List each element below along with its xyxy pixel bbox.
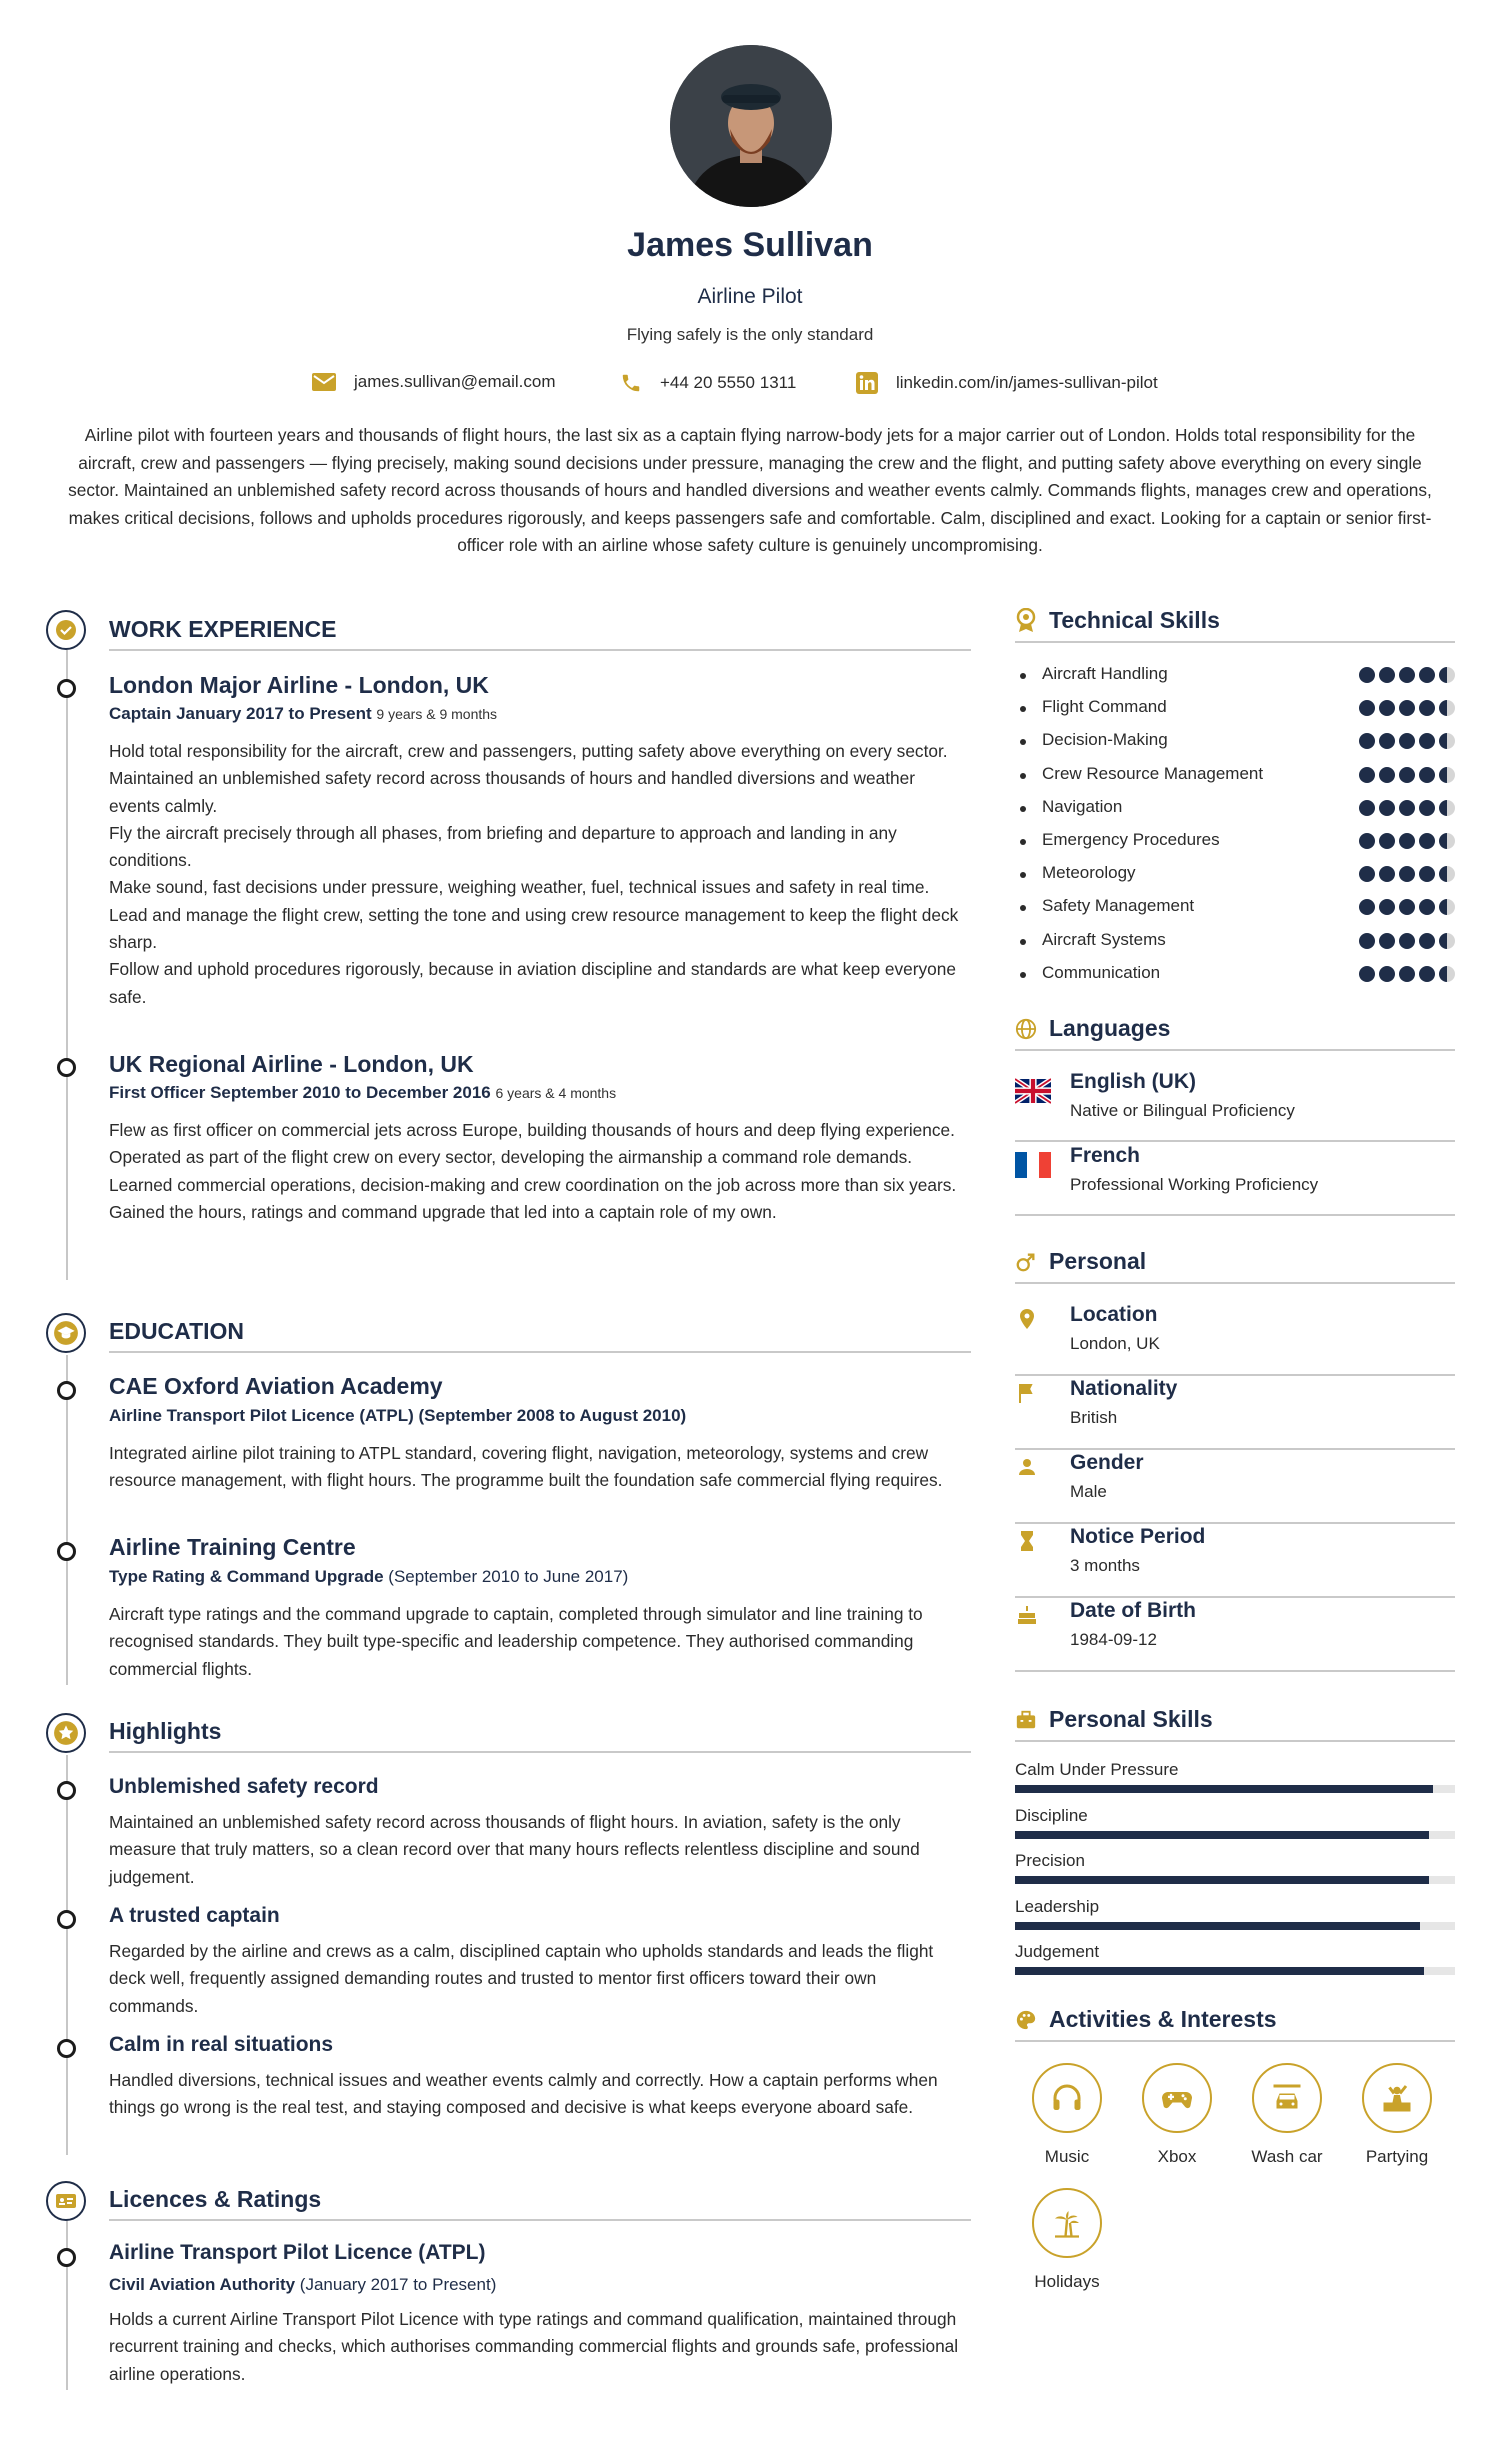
activity-badge [1032,2063,1102,2133]
personal-item-nationality [1015,1377,1455,1450]
timeline-dot [57,2248,76,2267]
language-level: Native or Bilingual Proficiency [1070,1101,1295,1120]
activity-item [1242,2063,1332,2167]
skill-rating [1355,866,1455,882]
job-bullet: Learned commercial operations, decision-making and crew coordination on the job across more than six years. [109,1174,957,1195]
highlight-title: A trusted captain [109,1904,280,1927]
skill-rating [1355,767,1455,783]
job-bullet: Maintained an unblemished safety record across thousands of hours and handled diversions and weather events calmly. [109,768,915,816]
graduation-cap-icon [53,1320,79,1346]
technical-skills-title: Technical Skills [1049,607,1220,633]
personal-skill-row [1015,1897,1455,1937]
technical-skill-name: Navigation [1042,796,1123,816]
skill-bar-track [1015,1785,1455,1793]
skill-bar-track [1015,1831,1455,1839]
licence-title: Airline Transport Pilot Licence (ATPL) [109,2241,486,2264]
job-role: Captain [109,704,172,723]
activity-badge [1032,2188,1102,2258]
rating-dot [1359,833,1375,849]
language-name: French [1070,1144,1141,1167]
activity-item [1022,2063,1112,2167]
skill-bar-track [1015,1967,1455,1975]
timeline-dot [57,679,76,698]
male-symbol-icon [1015,1251,1037,1273]
job-description [109,738,969,1011]
highlight-description: Regarded by the airline and crews as a calm, disciplined captain who upholds standards and leads the flight deck well, frequently assigned demanding routes and trusted to mentor first officers toward their own commands. [109,1941,934,2016]
technical-skills-heading [1015,607,1455,643]
personal-skill-row [1015,1942,1455,1982]
timeline-dot [57,1381,76,1400]
rating-dot [1419,767,1435,783]
personal-label: Date of Birth [1070,1599,1196,1622]
job-bullet: Follow and uphold procedures rigorously, because in aviation discipline and standards are what keep everyone safe. [109,959,956,1007]
profile-summary: Airline pilot with fourteen years and thousands of flight hours, the last six as a captain flying narrow-body jets for a major carrier out of London. Holds total responsibility for the aircraft, crew and passengers — flying precisely, making sound decisions under pressure, managing the crew and the flight, and putting safety above everything on every single sector. Maintained an unblemished safety record across thousands of hours and handled diversions and weather events calmly. Commands flights, manages crew and operations, makes critical decisions, follows and upholds procedures rigorously, and keeps passengers safe and comfortable. Calm, disciplined and exact. Looking for a captain or senior first-officer role with an airline whose safety culture is genuinely uncompromising. [68,425,1432,555]
candidate-name: James Sullivan [627,226,873,264]
rating-dot [1379,767,1395,783]
skill-bar-fill [1015,1785,1433,1793]
licence-issuer: Civil Aviation Authority [109,2275,296,2294]
technical-skill-name: Crew Resource Management [1042,763,1264,783]
skill-rating [1355,899,1455,915]
rating-dot [1419,966,1435,982]
tagline: Flying safely is the only standard [626,325,874,344]
rating-dot [1359,667,1375,683]
rating-dot [1359,866,1375,882]
job-duration: 9 years & 9 months [376,706,498,722]
degree-dates [109,1567,628,1587]
personal-title: Personal [1049,1248,1147,1274]
rating-dot [1379,966,1395,982]
activity-item [1022,2188,1112,2292]
bullet [1020,972,1026,978]
activity-badge [1142,2063,1212,2133]
education-dates: (September 2010 to June 2017) [388,1567,629,1586]
technical-skill-name: Safety Management [1042,896,1195,916]
personal-label: Nationality [1070,1377,1178,1400]
personal-skill-name: Precision [1015,1851,1085,1870]
licence-dates: (January 2017 to Present) [299,2275,497,2294]
personal-skill-row [1015,1851,1455,1891]
job-dates: September 2010 to December 2016 [210,1083,491,1102]
palm-tree-icon [1049,2205,1085,2241]
rating-dot [1359,733,1375,749]
personal-skill-row [1015,1760,1455,1800]
personal-value: Male [1070,1482,1107,1501]
skill-bar-fill [1015,1876,1429,1884]
job-title: Airline Pilot [697,285,803,308]
rating-dot [1379,899,1395,915]
hourglass-icon [1015,1529,1039,1553]
activity-label: Music [1044,2147,1090,2166]
bullet [1020,905,1026,911]
globe-icon [1015,1018,1037,1040]
technical-skill-row [1020,930,1455,952]
licences-heading: Licences & Ratings [109,2186,971,2221]
timeline-dot [57,1058,76,1077]
bullet [1020,673,1026,679]
timeline-line [66,2220,68,2390]
activities-heading [1015,2006,1455,2042]
rating-dot [1399,866,1415,882]
personal-value: British [1070,1408,1118,1427]
rating-dot [1359,933,1375,949]
job-bullet: Gained the hours, ratings and command upgrade that led into a captain role of my own. [109,1201,777,1222]
licence-description: Holds a current Airline Transport Pilot Licence with type ratings and command qualification, maintained through recurrent training and checks, which authorises commanding commercial flights and grounds safe, professional airline operations. [109,2309,959,2384]
school-name: CAE Oxford Aviation Academy [109,1373,443,1399]
rating-dot [1399,733,1415,749]
personal-skill-name: Judgement [1015,1942,1100,1961]
timeline-dot [57,1910,76,1929]
rating-dot [1359,800,1375,816]
job-role-dates [109,1083,616,1103]
degree-dates [109,1406,686,1426]
linkedin-text: linkedin.com/in/james-sullivan-pilot [896,373,1158,392]
flag-icon [1015,1381,1039,1405]
education-section-icon [46,1313,86,1353]
rating-dot [1419,800,1435,816]
rating-dot [1399,800,1415,816]
rating-dot [1419,667,1435,683]
car-wash-icon [1269,2080,1305,2116]
highlights-heading: Highlights [109,1718,971,1753]
personal-skill-name: Leadership [1015,1896,1100,1916]
skill-bar-fill [1015,1831,1429,1839]
badge-check-icon [54,618,78,642]
personal-label: Gender [1070,1451,1144,1474]
personal-item-gender [1015,1451,1455,1524]
timeline-line [66,1355,68,1685]
party-icon [1379,2080,1415,2116]
skill-rating [1355,933,1455,949]
technical-skill-row [1020,764,1455,786]
rating-dot [1439,800,1455,816]
technical-skill-row [1020,730,1455,752]
activity-item [1352,2063,1442,2167]
activities-title: Activities & Interests [1049,2006,1277,2032]
bullet [1020,706,1026,712]
languages-title: Languages [1049,1015,1171,1041]
language-name: English (UK) [1070,1070,1196,1093]
rating-dot [1399,767,1415,783]
phone-contact[interactable] [620,372,796,394]
rating-dot [1399,833,1415,849]
personal-skill-name: Discipline [1015,1805,1088,1825]
rating-dot [1399,667,1415,683]
job-role: First Officer [109,1083,206,1102]
technical-skill-row [1020,830,1455,852]
job-bullet: Operated as part of the flight crew on every sector, developing the airmanship a command role demands. [109,1147,913,1168]
highlight-title: Unblemished safety record [109,1775,379,1798]
technical-skill-name: Aircraft Systems [1042,929,1166,949]
job-title: UK Regional Airline - London, UK [109,1051,474,1077]
education-description: Aircraft type ratings and the command upgrade to captain, completed through simulator and line training to recognised standards. They built type-specific and leadership competence. They authorised commanding commercial flights. [109,1604,923,1679]
personal-item-location [1015,1303,1455,1376]
person-icon [1015,1455,1039,1479]
skill-rating [1355,700,1455,716]
rating-dot [1379,700,1395,716]
timeline-dot [57,1542,76,1561]
skill-rating [1355,733,1455,749]
language-level: Professional Working Proficiency [1070,1175,1319,1194]
email-text: james.sullivan@email.com [354,372,556,391]
personal-skill-row [1015,1806,1455,1846]
rating-dot [1439,700,1455,716]
personal-label: Location [1070,1303,1158,1326]
phone-text: +44 20 5550 1311 [660,373,797,392]
job-dates: January 2017 to Present [176,704,372,723]
linkedin-icon [856,372,878,394]
job-bullet: Hold total responsibility for the aircraft, crew and passengers, putting safety above everything on every sector. [109,741,948,761]
star-badge-icon [53,1720,79,1746]
rating-dot [1419,700,1435,716]
technical-skill-row [1020,697,1455,719]
personal-skills-heading [1015,1706,1455,1742]
rating-dot [1399,966,1415,982]
briefcase-icon [1015,1709,1037,1731]
highlights-section-icon [46,1713,86,1753]
headphones-icon [1049,2080,1085,2116]
technical-skill-name: Flight Command [1042,697,1167,717]
rating-dot [1419,733,1435,749]
rating-dot [1359,700,1375,716]
rating-dot [1379,866,1395,882]
technical-skill-name: Aircraft Handling [1042,664,1168,683]
rating-dot [1439,899,1455,915]
personal-value: London, UK [1070,1334,1160,1353]
id-card-icon [54,2189,78,2213]
skill-bar-track [1015,1876,1455,1884]
bullet [1020,839,1026,845]
licence-issuer-dates [109,2275,496,2295]
work-section-icon [46,610,86,650]
email-contact[interactable] [312,372,556,392]
skill-bar-fill [1015,1922,1420,1930]
job-bullet: Flew as first officer on commercial jets across Europe, building thousands of hours and deep flying experience. [109,1120,955,1140]
skill-rating [1355,800,1455,816]
rating-dot [1399,933,1415,949]
technical-skill-row [1020,963,1455,985]
education-description: Integrated airline pilot training to ATPL standard, covering flight, navigation, meteorology, systems and crew resource management, with flight hours. The programme built the foundation safe commercial flying requires. [109,1443,943,1491]
award-icon [1015,608,1037,634]
rating-dot [1439,866,1455,882]
activity-label: Partying [1365,2147,1429,2166]
bullet [1020,739,1026,745]
rating-dot [1399,700,1415,716]
language-item [1015,1070,1455,1142]
email-icon [312,373,336,391]
skill-bar-fill [1015,1967,1424,1975]
rating-dot [1439,733,1455,749]
rating-dot [1359,767,1375,783]
technical-skill-name: Emergency Procedures [1042,830,1220,849]
personal-item-date-of-birth [1015,1599,1455,1672]
cake-icon [1015,1603,1039,1627]
activity-label: Xbox [1157,2147,1197,2166]
education-heading: EDUCATION [109,1318,971,1353]
rating-dot [1379,667,1395,683]
languages-heading [1015,1015,1455,1051]
timeline-line [66,1755,68,2155]
rating-dot [1399,899,1415,915]
personal-skills-title: Personal Skills [1049,1706,1213,1732]
rating-dot [1379,800,1395,816]
palette-icon [1015,2009,1037,2031]
skill-bar-track [1015,1922,1455,1930]
personal-heading [1015,1248,1455,1284]
licences-section-icon [46,2181,86,2221]
language-item [1015,1144,1455,1216]
phone-icon [620,372,642,394]
timeline-line [66,650,68,1280]
activity-label: Holidays [1034,2272,1100,2291]
job-description [109,1117,969,1226]
activity-badge [1362,2063,1432,2133]
rating-dot [1419,833,1435,849]
technical-skill-name: Decision-Making [1042,730,1168,750]
job-role-dates [109,704,497,724]
job-duration: 6 years & 4 months [495,1085,617,1101]
timeline-dot [57,2039,76,2058]
uk-flag-icon [1015,1078,1051,1104]
rating-dot [1439,833,1455,849]
technical-skill-name: Communication [1042,962,1161,982]
activity-badge [1252,2063,1322,2133]
rating-dot [1439,767,1455,783]
personal-skill-name: Calm Under Pressure [1015,1760,1179,1779]
personal-value: 1984-09-12 [1070,1630,1157,1649]
location-pin-icon [1015,1307,1039,1331]
technical-skill-row [1020,863,1455,885]
rating-dot [1379,833,1395,849]
rating-dot [1379,933,1395,949]
rating-dot [1439,667,1455,683]
skill-rating [1355,833,1455,849]
personal-item-notice-period [1015,1525,1455,1598]
skill-rating [1355,667,1455,683]
rating-dot [1359,966,1375,982]
activity-item [1132,2063,1222,2167]
france-flag-icon [1015,1152,1051,1178]
profile-photo [670,45,832,207]
education-dates: (September 2008 to August 2010) [418,1406,687,1425]
job-title: London Major Airline - London, UK [109,672,489,698]
timeline-dot [57,1781,76,1800]
gamepad-icon [1159,2080,1195,2116]
highlight-description: Handled diversions, technical issues and weather events calmly and correctly. How a captain performs when things go wrong is the real test, and staying composed and decisive is what keeps everyone aboard safe. [109,2070,938,2118]
school-name: Airline Training Centre [109,1534,356,1560]
job-bullet: Fly the aircraft precisely through all phases, from briefing and departure to approach and landing in any conditions. [109,822,897,871]
skill-rating [1355,966,1455,982]
highlight-title: Calm in real situations [109,2033,334,2056]
technical-skill-row [1020,797,1455,819]
degree: Airline Transport Pilot Licence (ATPL) [109,1406,414,1425]
technical-skill-row [1020,664,1455,686]
bullet [1020,939,1026,945]
degree: Type Rating & Command Upgrade [109,1567,384,1586]
activity-label: Wash car [1251,2147,1323,2166]
rating-dot [1359,899,1375,915]
job-bullet: Lead and manage the flight crew, setting the tone and using crew resource management to keep the flight deck sharp. [109,904,959,953]
job-bullet: Make sound, fast decisions under pressure, weighing weather, fuel, technical issues and safety in real time. [109,877,930,898]
bullet [1020,872,1026,878]
personal-value: 3 months [1070,1556,1140,1575]
personal-label: Notice Period [1070,1525,1206,1548]
work-experience-heading: WORK EXPERIENCE [109,616,971,651]
rating-dot [1439,966,1455,982]
highlight-description: Maintained an unblemished safety record across thousands of flight hours. In aviation, safety is the only measure that truly matters, so a clean record over that many hours reflects relentless discipline and sound judgement. [109,1812,920,1887]
linkedin-contact[interactable] [856,372,1158,394]
rating-dot [1419,866,1435,882]
technical-skill-row [1020,896,1455,918]
technical-skill-name: Meteorology [1042,863,1136,883]
bullet [1020,773,1026,779]
bullet [1020,806,1026,812]
rating-dot [1419,933,1435,949]
rating-dot [1379,733,1395,749]
rating-dot [1439,933,1455,949]
rating-dot [1419,899,1435,915]
